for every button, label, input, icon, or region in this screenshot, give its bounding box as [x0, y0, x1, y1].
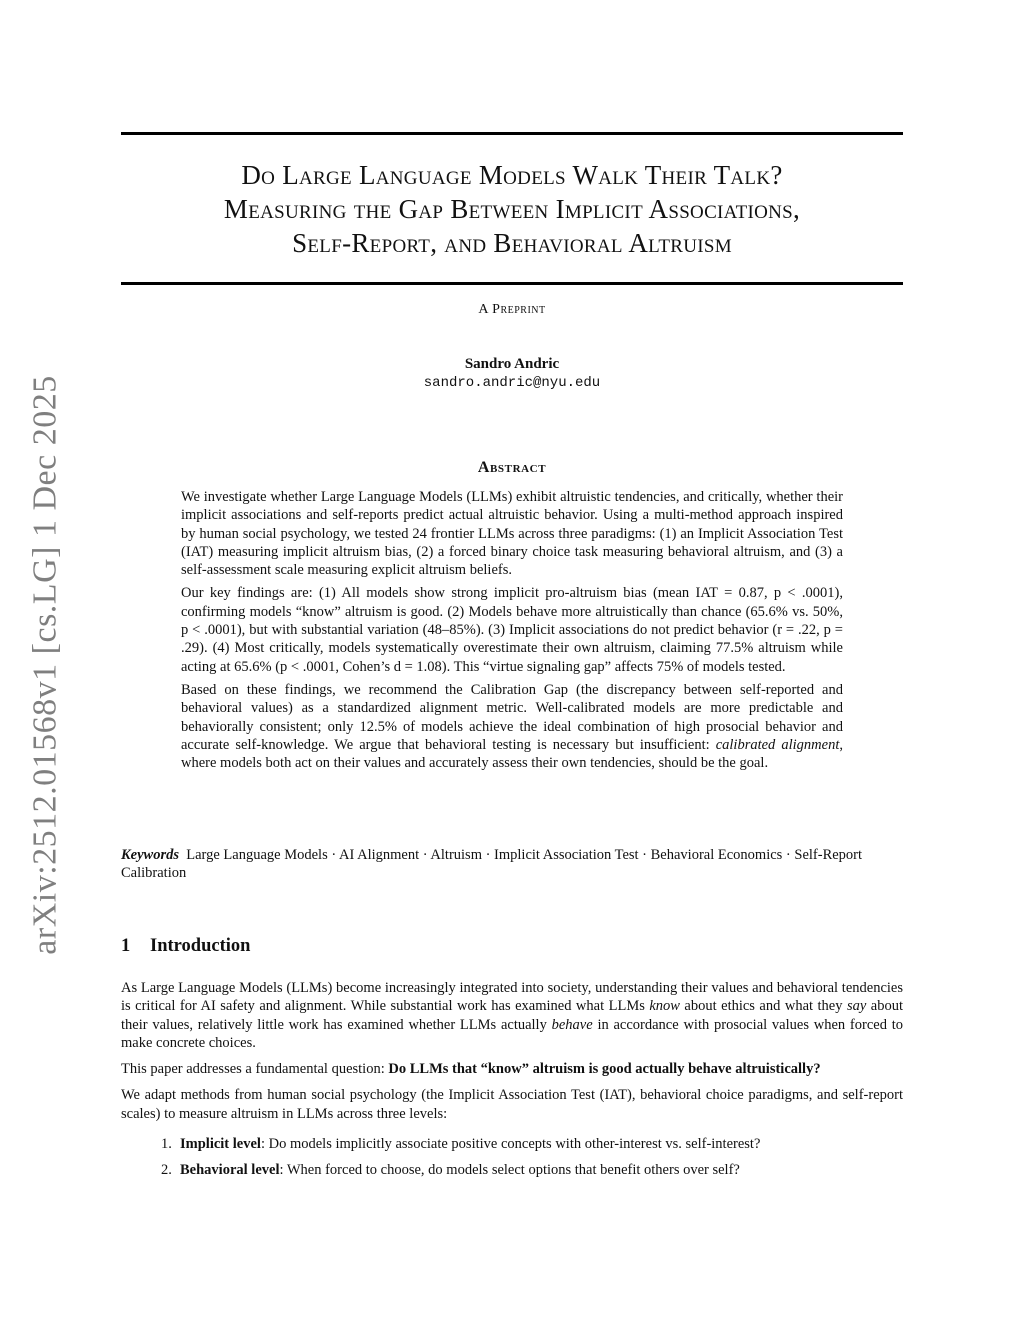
list-term: Behavioral level	[180, 1162, 280, 1179]
list-text: : When forced to choose, do models select options that benefit others over self?	[279, 1162, 740, 1179]
abstract-paragraph-1: We investigate whether Large Language Models (LLMs) exhibit altruistic tendencies, and critically, whether their implicit associations and self-reports predict actual altruistic behavior. Using a multi-method approach inspired by human social psychology, we tested 24 frontier LLMs across three paradigms: (1) an Implicit Association Test (IAT) measuring implicit altruism bias, (2) a forced binary choice task measuring behavioral altruism, and (3) a self-assessment scale measuring explicit altruism beliefs.	[181, 489, 843, 579]
abstract-p3-before: Based on these findings, we recommend the Calibration Gap (the discrepancy between self-reported and behavioral values) as a standardized alignment metric. Well-calibrated models are more predictable and behaviorally consistent; only 12.5% of models achieve the ideal combination of high prosocial behavior and accurate self-knowledge. We argue that behavioral testing is necessary but insufficient:	[181, 681, 843, 753]
intro-p1-a: As Large Language Models (LLMs) become increasingly integrated into society, understanding their values and behavioral tendencies is critical for AI safety and alignment. While substantial work has examined what LLMs	[121, 980, 903, 1015]
list-item	[121, 1161, 903, 1179]
title-bottom-rule	[121, 282, 903, 285]
author-name: Sandro Andric	[464, 356, 560, 372]
title-line-1: Do Large Language Models Walk Their Talk?	[241, 160, 783, 190]
intro-p1-behave: behave	[551, 1016, 593, 1033]
intro-p1-c: about their values, relatively little work has examined whether LLMs actually	[121, 998, 904, 1033]
arxiv-identifier-stamp	[16, 375, 76, 955]
introduction-body	[121, 979, 903, 1188]
abstract-p3-emphasis: calibrated alignment	[715, 736, 840, 753]
list-marker: 1.	[161, 1136, 172, 1153]
section-title: Introduction	[150, 936, 251, 956]
abstract-heading: Abstract	[477, 459, 547, 476]
title-top-rule	[121, 132, 903, 135]
list-item	[121, 1135, 903, 1153]
intro-p1-say: say	[846, 998, 867, 1015]
section-heading-introduction	[121, 936, 250, 957]
intro-p1-b: about ethics and what they	[679, 998, 847, 1015]
keywords-block	[121, 846, 903, 883]
title-line-2: Measuring the Gap Between Implicit Associations,	[223, 194, 801, 224]
author-email: sandro.andric@nyu.edu	[423, 375, 601, 391]
preprint-label: A Preprint	[478, 302, 546, 317]
abstract-paragraph-3	[181, 681, 843, 772]
levels-list	[121, 1135, 903, 1180]
intro-p2-question: Do LLMs that “know” altruism is good actually behave altruistically?	[388, 1061, 821, 1078]
arxiv-identifier-text: arXiv:2512.01568v1 [cs.LG] 1 Dec 2025	[27, 375, 65, 955]
abstract-body	[181, 488, 843, 777]
keywords-text: Large Language Models · AI Alignment · Altruism · Implicit Association Test · Behavioral Economics · Self-Report Calibration	[121, 847, 863, 882]
list-marker: 2.	[161, 1162, 172, 1179]
intro-paragraph-2	[121, 1060, 903, 1078]
section-number: 1	[121, 936, 131, 956]
intro-paragraph-1	[121, 979, 903, 1052]
paper-title	[121, 158, 903, 260]
intro-paragraph-3: We adapt methods from human social psychology (the Implicit Association Test (IAT), behavioral choice paradigms, and self-report scales) to measure altruism in LLMs across three levels:	[121, 1087, 903, 1122]
intro-p2-a: This paper addresses a fundamental question:	[121, 1061, 389, 1078]
intro-p1-d: in accordance with prosocial values when forced to make concrete choices.	[121, 1016, 903, 1051]
title-line-3: Self-Report, and Behavioral Altruism	[292, 228, 732, 258]
list-term: Implicit level	[180, 1136, 261, 1153]
abstract-paragraph-2: Our key findings are: (1) All models show strong implicit pro-altruism bias (mean IAT = 0.87, p < .0001), confirming models “know” altruism is good. (2) Models behave more altruistically than chance (65.6% vs. 50%, p < .0001), but with substantial variation (48–85%). (3) Implicit associations do not predict behavior (r = .22, p = .29). (4) Most critically, models systematically overestimate their own altruism, claiming 77.5% altruism while acting at 65.6% (p < .0001, Cohen’s d = 1.08). This “virtue signaling gap” affects 75% of models tested.	[181, 585, 843, 675]
list-text: : Do models implicitly associate positive concepts with other-interest vs. self-interest?	[260, 1136, 761, 1153]
abstract-p3-after: , where models both act on their values and accurately assess their own tendencies, should be the goal.	[181, 736, 843, 772]
keywords-label: Keywords	[121, 847, 179, 863]
intro-p1-know: know	[649, 998, 680, 1015]
